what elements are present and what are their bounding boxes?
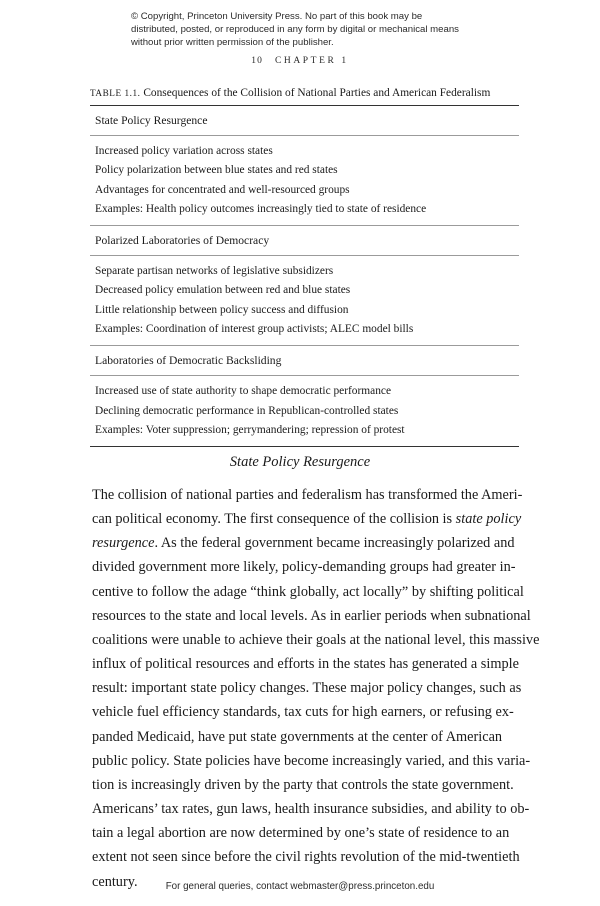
table-bottom-rule: [90, 446, 519, 447]
page-folio: 10: [251, 56, 263, 66]
italic-term: resurgence: [92, 535, 155, 552]
table-group-rows: [90, 136, 519, 225]
chapter-label: CHAPTER 1: [274, 56, 349, 66]
body-line: [92, 507, 522, 531]
body-line: coalitions were unable to achieve their goals at the national level, this massive: [92, 631, 540, 648]
copyright-notice: © Copyright, Princeton University Press. No part of this book may be distributed, posted, or reproduced in any form by digital or mechanical means without prior written permission of the publisher.: [131, 11, 459, 49]
body-line: century.: [92, 873, 138, 890]
footer-note: For general queries, contact webmaster@press.princeton.edu: [165, 881, 435, 892]
table-row: Examples: Health policy outcomes increasingly tied to state of residence: [95, 202, 427, 215]
table-caption-label: TABLE 1.1.: [90, 88, 141, 98]
body-line: extent not seen since before the civil rights revolution of the mid-twentieth: [92, 849, 520, 866]
table-row: Little relationship between policy success and diffusion: [95, 303, 349, 316]
table-row: Declining democratic performance in Republican-controlled states: [95, 404, 399, 417]
body-paragraph: [92, 483, 540, 894]
table-row: Policy polarization between blue states and red states: [95, 164, 338, 177]
body-line: influx of political resources and efforts in the states has generated a simple: [92, 656, 519, 673]
table-1-1: [90, 86, 519, 447]
table-group-rows: [90, 256, 519, 345]
table-row: Increased policy variation across states: [95, 145, 273, 157]
body-line-text: can political economy. The first consequence of the collision is: [92, 511, 456, 528]
table-group-heading: Polarized Laboratories of Democracy: [95, 234, 270, 248]
table-row: Examples: Coordination of interest group activists; ALEC model bills: [95, 323, 414, 336]
body-line-text: . As the federal government became increasingly polarized and: [154, 535, 515, 552]
body-line: The collision of national parties and federalism has transformed the Ameri-: [92, 487, 523, 503]
table-group-heading: State Policy Resurgence: [95, 114, 208, 127]
body-line: vehicle fuel efficiency standards, tax cuts for high earners, or refusing ex-: [92, 704, 514, 721]
italic-term: state policy: [455, 511, 522, 528]
table-caption: [90, 86, 519, 105]
body-line: resources to the state and local levels. As in earlier periods when subnational: [92, 607, 531, 624]
table-row: Separate partisan networks of legislative subsidizers: [95, 265, 334, 278]
table-row: Examples: Voter suppression; gerrymandering; repression of protest: [95, 423, 405, 436]
table-group-rows: [90, 376, 519, 446]
table-row: Advantages for concentrated and well-resourced groups: [95, 183, 350, 196]
body-line: centive to follow the adage “think globally, act locally” by shifting political: [92, 583, 524, 600]
body-line: public policy. State policies have become increasingly varied, and this varia-: [92, 752, 531, 769]
body-line: panded Medicaid, have put state governments at the center of American: [92, 728, 503, 745]
table-group-heading: Laboratories of Democratic Backsliding: [95, 354, 282, 368]
table-caption-text: Consequences of the Collision of National Parties and American Federalism: [143, 87, 491, 99]
body-line: tion is increasingly driven by the party that controls the state government.: [92, 776, 514, 793]
body-line: Americans’ tax rates, gun laws, health insurance subsidies, and ability to ob-: [92, 801, 530, 818]
body-line: result: important state policy changes. These major policy changes, such as: [92, 680, 522, 697]
table-row: Decreased policy emulation between red and blue states: [95, 284, 351, 297]
running-head: [0, 56, 600, 66]
table-row: Increased use of state authority to shape democratic performance: [95, 385, 392, 398]
body-line: tain a legal abortion are now determined by one’s state of residence to an: [92, 825, 510, 842]
body-line: divided government more likely, policy-demanding groups had greater in-: [92, 559, 516, 576]
body-line: [92, 531, 519, 555]
section-heading: State Policy Resurgence: [229, 454, 371, 470]
